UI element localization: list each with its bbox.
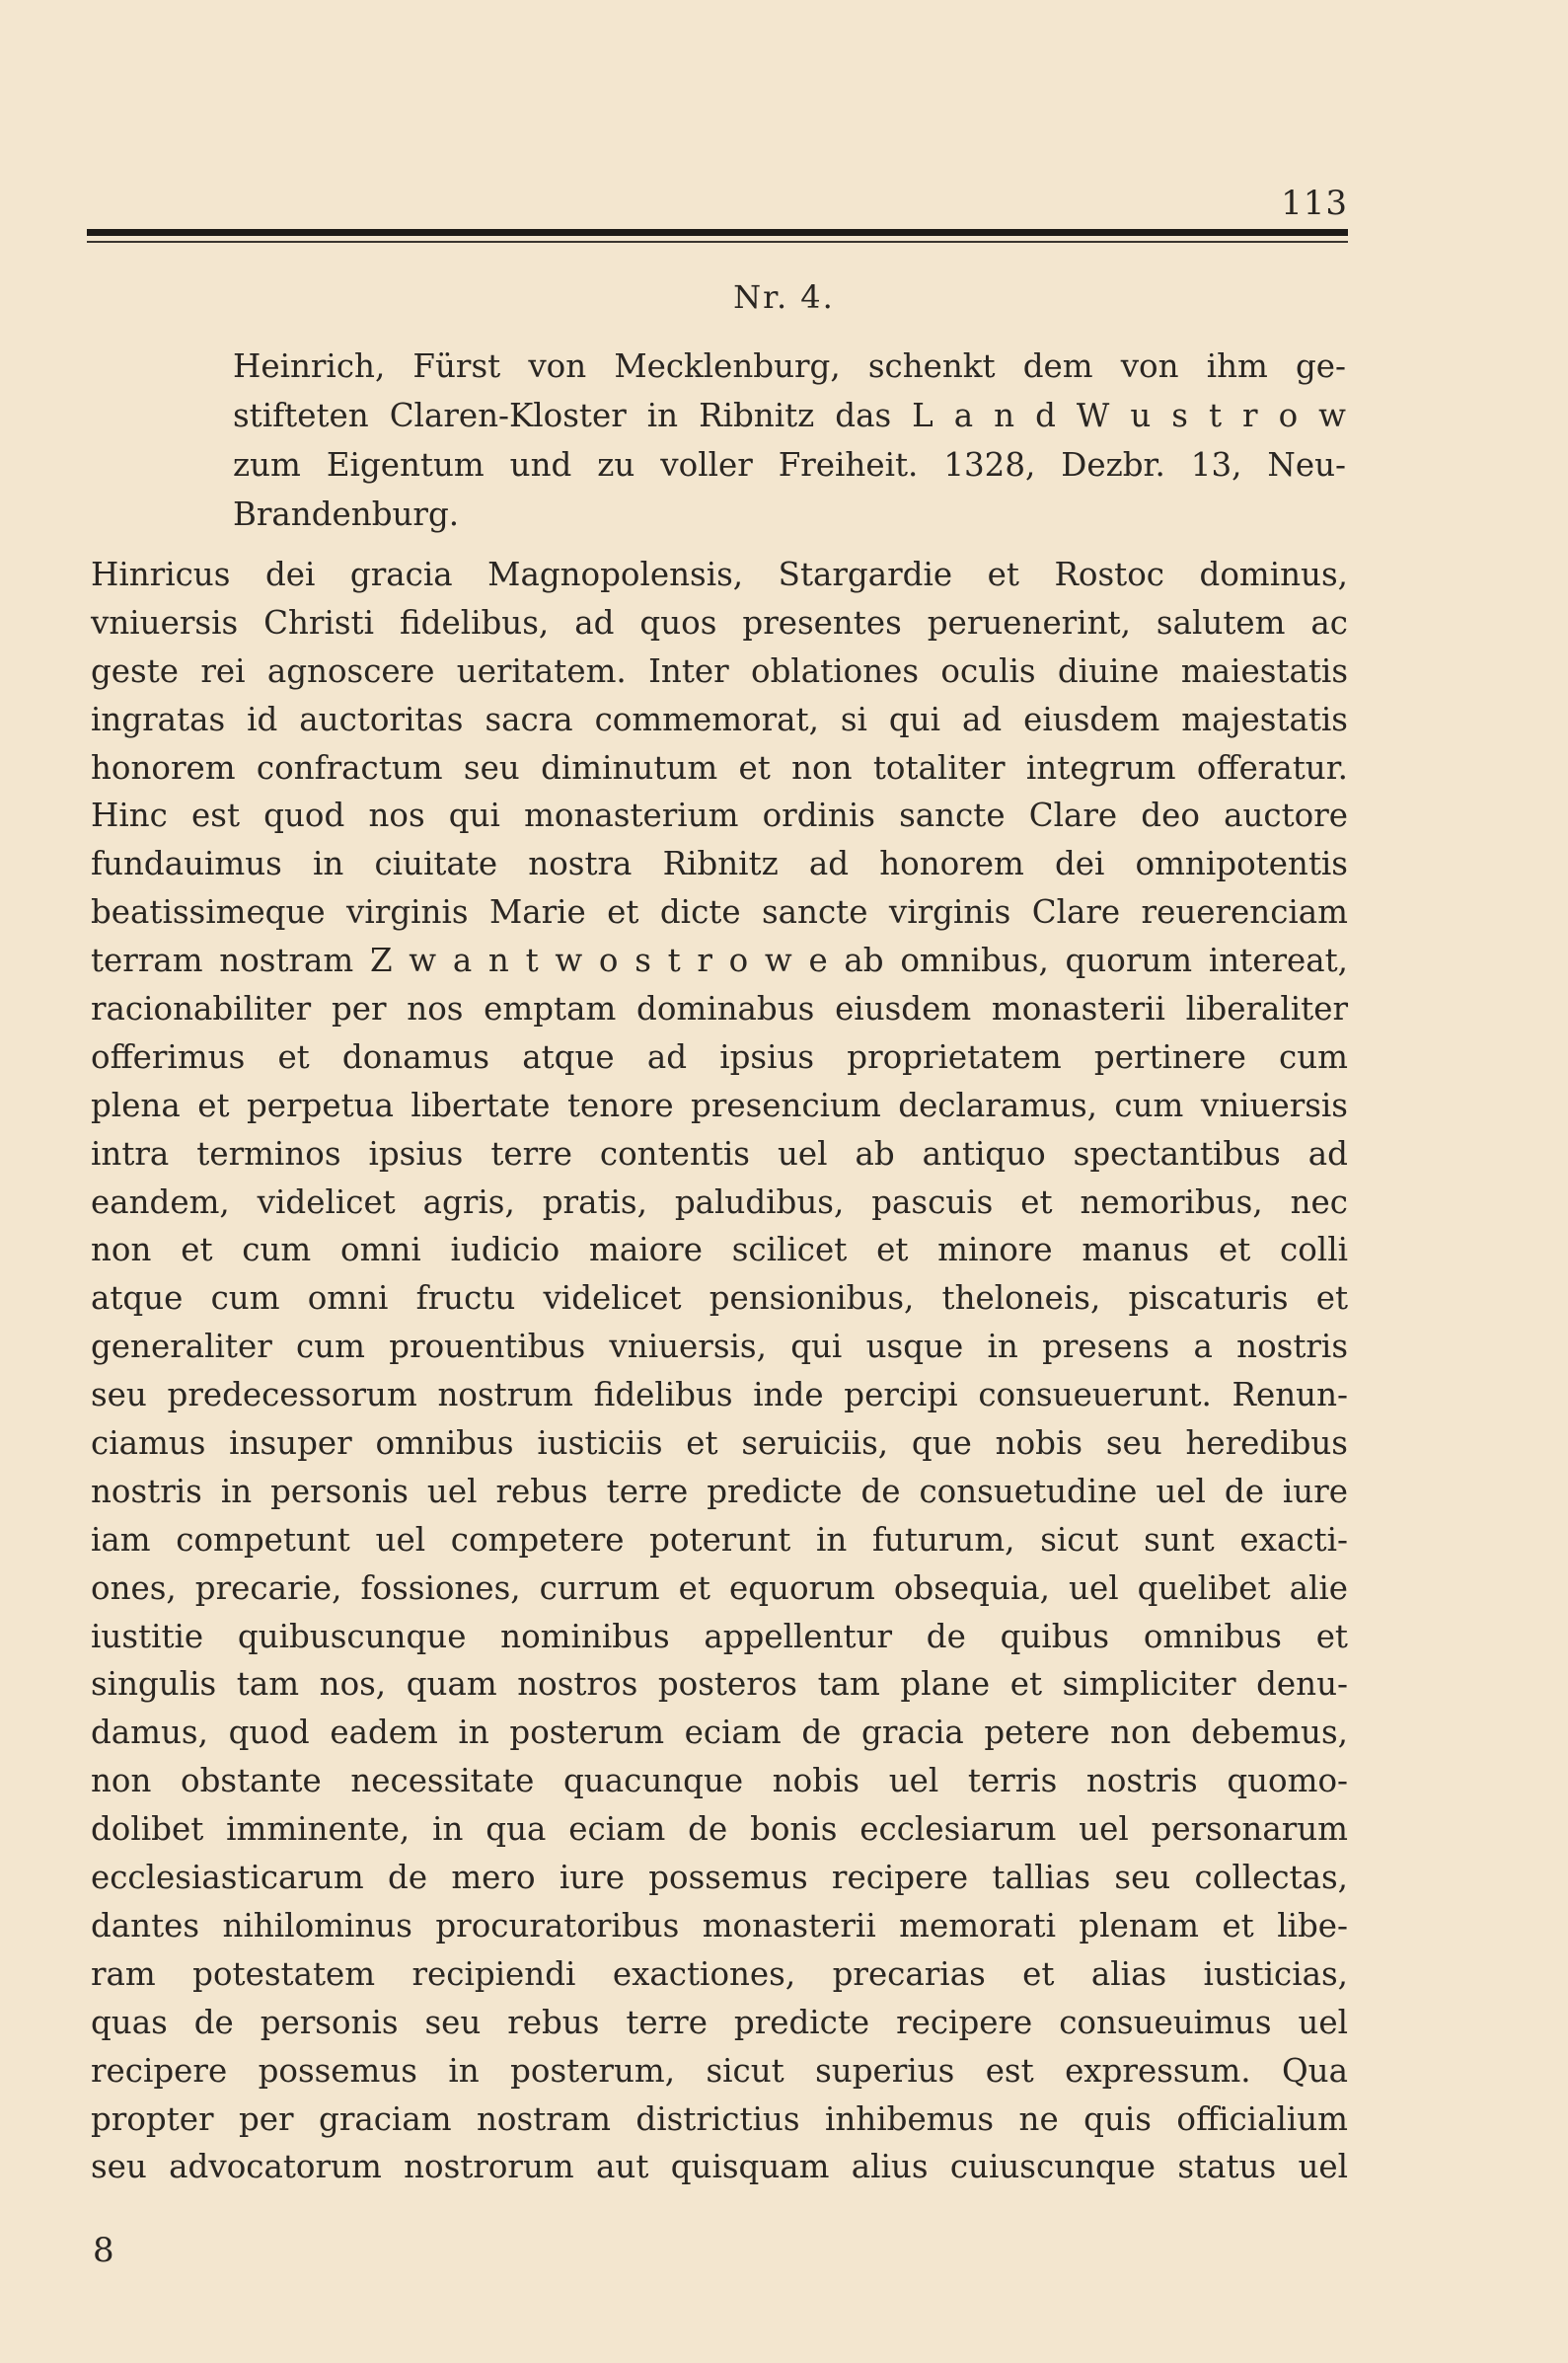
text-line: non et cum omni iudicio maiore scilicet et minore manus et colli bbox=[91, 1231, 1348, 1269]
text-line: Hinricus dei gracia Magnopolensis, Stargardie et Rostoc dominus, bbox=[91, 556, 1348, 593]
text-line: generaliter cum prouentibus vniuersis, qui usque in presens a nostris bbox=[91, 1328, 1348, 1366]
text-line: damus, quod eadem in posterum eciam de gracia petere non debemus, bbox=[91, 1714, 1348, 1752]
charter-text bbox=[91, 551, 1348, 2191]
text-line: offerimus et donamus atque ad ipsius proprietatem pertinere cum bbox=[91, 1037, 1348, 1076]
text-line: dantes nihilominus procuratoribus monasterii memorati plenam et libe- bbox=[91, 1906, 1348, 1944]
text-line: vniuersis Christi fidelibus, ad quos presentes peruenerint, salutem ac bbox=[91, 603, 1348, 642]
text-line: seu advocatorum nostrorum aut quisquam alius cuiuscunque status uel bbox=[91, 2148, 1348, 2186]
header-rule-thin bbox=[87, 241, 1348, 243]
text-line: eandem, videlicet agris, pratis, paludibus, pascuis et nemoribus, nec bbox=[91, 1182, 1348, 1221]
text-line: plena et perpetua libertate tenore presencium declaramus, cum vniuersis bbox=[91, 1086, 1348, 1124]
text-line: ingratas id auctoritas sacra commemorat, si qui ad eiusdem majestatis bbox=[91, 700, 1348, 738]
regest-line: Brandenburg. bbox=[233, 495, 460, 533]
signature-mark: 8 bbox=[93, 2231, 114, 2270]
regest-line: zum Eigentum und zu voller Freiheit. 1328, Dezbr. 13, Neu- bbox=[233, 446, 1346, 484]
text-line: ciamus insuper omnibus iusticiis et seruiciis, que nobis seu heredibus bbox=[91, 1424, 1348, 1463]
text-line: seu predecessorum nostrum fidelibus inde percipi consueuerunt. Renun- bbox=[91, 1376, 1348, 1414]
page-number: 113 bbox=[1281, 184, 1348, 223]
text-line: fundauimus in ciuitate nostra Ribnitz ad honorem dei omnipotentis bbox=[91, 845, 1348, 883]
text-line: nostris in personis uel rebus terre predicte de consuetudine uel de iure bbox=[91, 1472, 1348, 1510]
text-line: ram potestatem recipiendi exactiones, precarias et alias iusticias, bbox=[91, 1954, 1348, 1993]
text-line: non obstante necessitate quacunque nobis uel terris nostris quomo- bbox=[91, 1762, 1348, 1800]
text-line: singulis tam nos, quam nostros posteros tam plane et simpliciter denu- bbox=[91, 1665, 1348, 1704]
text-line: terram nostram Z w a n t w o s t r o w e ab omnibus, quorum intereat, bbox=[91, 942, 1348, 980]
text-line: iustitie quibuscunque nominibus appellentur de quibus omnibus et bbox=[91, 1617, 1348, 1655]
text-line: propter per graciam nostram districtius inhibemus ne quis officialium bbox=[91, 2099, 1348, 2138]
text-line: intra terminos ipsius terre contentis uel ab antiquo spectantibus ad bbox=[91, 1134, 1348, 1173]
text-line: quas de personis seu rebus terre predicte recipere consueuimus uel bbox=[91, 2003, 1348, 2041]
header-rule-thick bbox=[87, 229, 1348, 236]
text-line: recipere possemus in posterum, sicut superius est expressum. Qua bbox=[91, 2051, 1348, 2090]
document-number: Nr. 4. bbox=[733, 278, 835, 316]
text-line: geste rei agnoscere ueritatem. Inter oblationes oculis diuine maiestatis bbox=[91, 651, 1348, 690]
text-line: honorem confractum seu diminutum et non totaliter integrum offeratur. bbox=[91, 748, 1348, 787]
regest bbox=[233, 342, 1346, 539]
text-line: iam competunt uel competere poterunt in futurum, sicut sunt exacti- bbox=[91, 1520, 1348, 1559]
text-line: racionabiliter per nos emptam dominabus eiusdem monasterii liberaliter bbox=[91, 990, 1348, 1029]
text-line: Hinc est quod nos qui monasterium ordinis sancte Clare deo auctore bbox=[91, 797, 1348, 835]
regest-line: stifteten Claren-Kloster in Ribnitz das L a n d W u s t r o w bbox=[233, 397, 1346, 434]
text-line: dolibet imminente, in qua eciam de bonis ecclesiarum uel personarum bbox=[91, 1810, 1348, 1849]
text-line: atque cum omni fructu videlicet pensionibus, theloneis, piscaturis et bbox=[91, 1279, 1348, 1318]
text-line: beatissimeque virginis Marie et dicte sancte virginis Clare reuerenciam bbox=[91, 893, 1348, 932]
text-line: ecclesiasticarum de mero iure possemus recipere tallias seu collectas, bbox=[91, 1859, 1348, 1897]
regest-line: Heinrich, Fürst von Mecklenburg, schenkt dem von ihm ge- bbox=[233, 347, 1346, 385]
text-line: ones, precarie, fossiones, currum et equorum obsequia, uel quelibet alie bbox=[91, 1568, 1348, 1607]
